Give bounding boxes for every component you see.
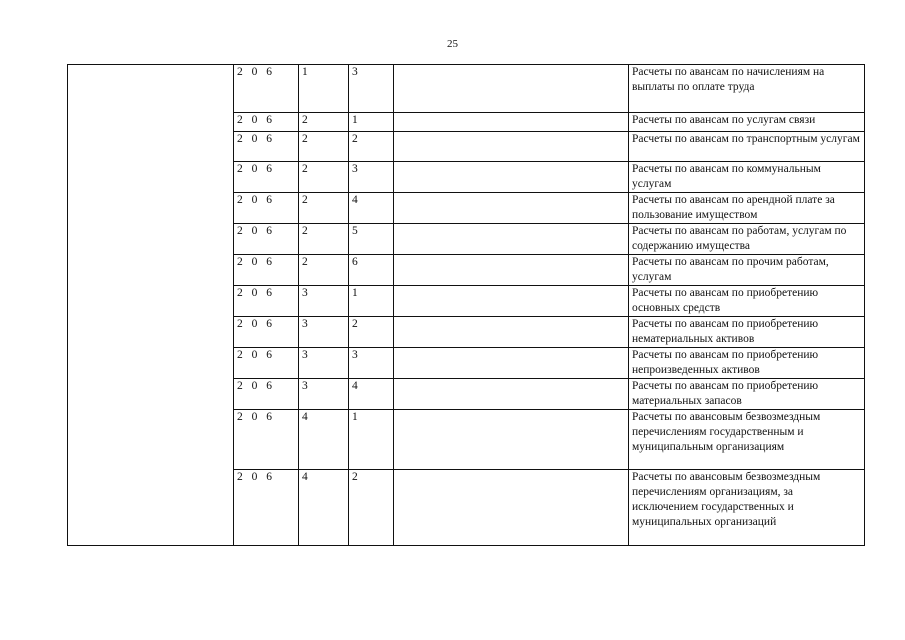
description-cell: Расчеты по авансам по арендной плате за пользование имуществом [629, 193, 865, 224]
code-cell: 2 0 6 [234, 224, 299, 255]
description-cell: Расчеты по авансовым безвозмездным перечислениям государственным и муниципальным организациям [629, 410, 865, 470]
code-cell: 2 [299, 113, 349, 132]
description-cell: Расчеты по авансовым безвозмездным перечислениям организациям, за исключением государственных и муниципальных организаций [629, 470, 865, 546]
code-cell: 3 [349, 348, 394, 379]
code-cell: 4 [299, 410, 349, 470]
code-cell: 2 [299, 224, 349, 255]
code-cell: 3 [299, 286, 349, 317]
code-cell: 3 [349, 65, 394, 113]
code-cell: 2 [349, 132, 394, 162]
empty-cell [394, 470, 629, 546]
description-cell: Расчеты по авансам по коммунальным услугам [629, 162, 865, 193]
code-cell: 2 [299, 132, 349, 162]
code-cell: 1 [349, 113, 394, 132]
code-cell: 3 [349, 162, 394, 193]
description-cell: Расчеты по авансам по работам, услугам по содержанию имущества [629, 224, 865, 255]
code-cell: 2 0 6 [234, 317, 299, 348]
code-cell: 2 0 6 [234, 286, 299, 317]
empty-cell [394, 224, 629, 255]
code-cell: 1 [349, 410, 394, 470]
table-body [68, 65, 865, 546]
description-cell: Расчеты по авансам по приобретению основных средств [629, 286, 865, 317]
code-cell: 4 [299, 470, 349, 546]
code-cell: 2 0 6 [234, 193, 299, 224]
empty-cell [394, 317, 629, 348]
description-cell: Расчеты по авансам по приобретению непроизведенных активов [629, 348, 865, 379]
description-cell: Расчеты по авансам по приобретению нематериальных активов [629, 317, 865, 348]
description-cell: Расчеты по авансам по начислениям на выплаты по оплате труда [629, 65, 865, 113]
code-cell: 2 0 6 [234, 255, 299, 286]
code-cell: 4 [349, 379, 394, 410]
empty-cell [394, 348, 629, 379]
code-cell: 3 [299, 379, 349, 410]
description-cell: Расчеты по авансам по прочим работам, услугам [629, 255, 865, 286]
code-cell: 2 0 6 [234, 470, 299, 546]
code-cell: 2 [349, 317, 394, 348]
code-cell: 1 [299, 65, 349, 113]
page-number: 25 [447, 38, 458, 50]
description-cell: Расчеты по авансам по транспортным услугам [629, 132, 865, 162]
description-cell: Расчеты по авансам по услугам связи [629, 113, 865, 132]
empty-cell [394, 286, 629, 317]
code-cell: 2 [299, 255, 349, 286]
empty-cell [394, 410, 629, 470]
empty-cell [394, 379, 629, 410]
empty-cell [394, 162, 629, 193]
code-cell: 4 [349, 193, 394, 224]
empty-cell [394, 65, 629, 113]
table-row [68, 65, 865, 113]
code-cell: 2 0 6 [234, 379, 299, 410]
code-cell: 2 0 6 [234, 65, 299, 113]
code-cell: 2 0 6 [234, 113, 299, 132]
empty-cell [394, 193, 629, 224]
empty-cell [394, 113, 629, 132]
description-cell: Расчеты по авансам по приобретению материальных запасов [629, 379, 865, 410]
code-cell: 2 0 6 [234, 162, 299, 193]
code-cell: 6 [349, 255, 394, 286]
code-cell: 2 [299, 162, 349, 193]
code-cell: 2 0 6 [234, 410, 299, 470]
code-cell: 3 [299, 317, 349, 348]
code-cell: 2 0 6 [234, 348, 299, 379]
empty-cell [394, 255, 629, 286]
empty-cell [394, 132, 629, 162]
code-cell: 2 [349, 470, 394, 546]
code-cell: 5 [349, 224, 394, 255]
merged-empty-cell [68, 65, 234, 546]
code-cell: 3 [299, 348, 349, 379]
code-cell: 2 0 6 [234, 132, 299, 162]
code-cell: 1 [349, 286, 394, 317]
code-cell: 2 [299, 193, 349, 224]
account-codes-table [67, 64, 865, 546]
